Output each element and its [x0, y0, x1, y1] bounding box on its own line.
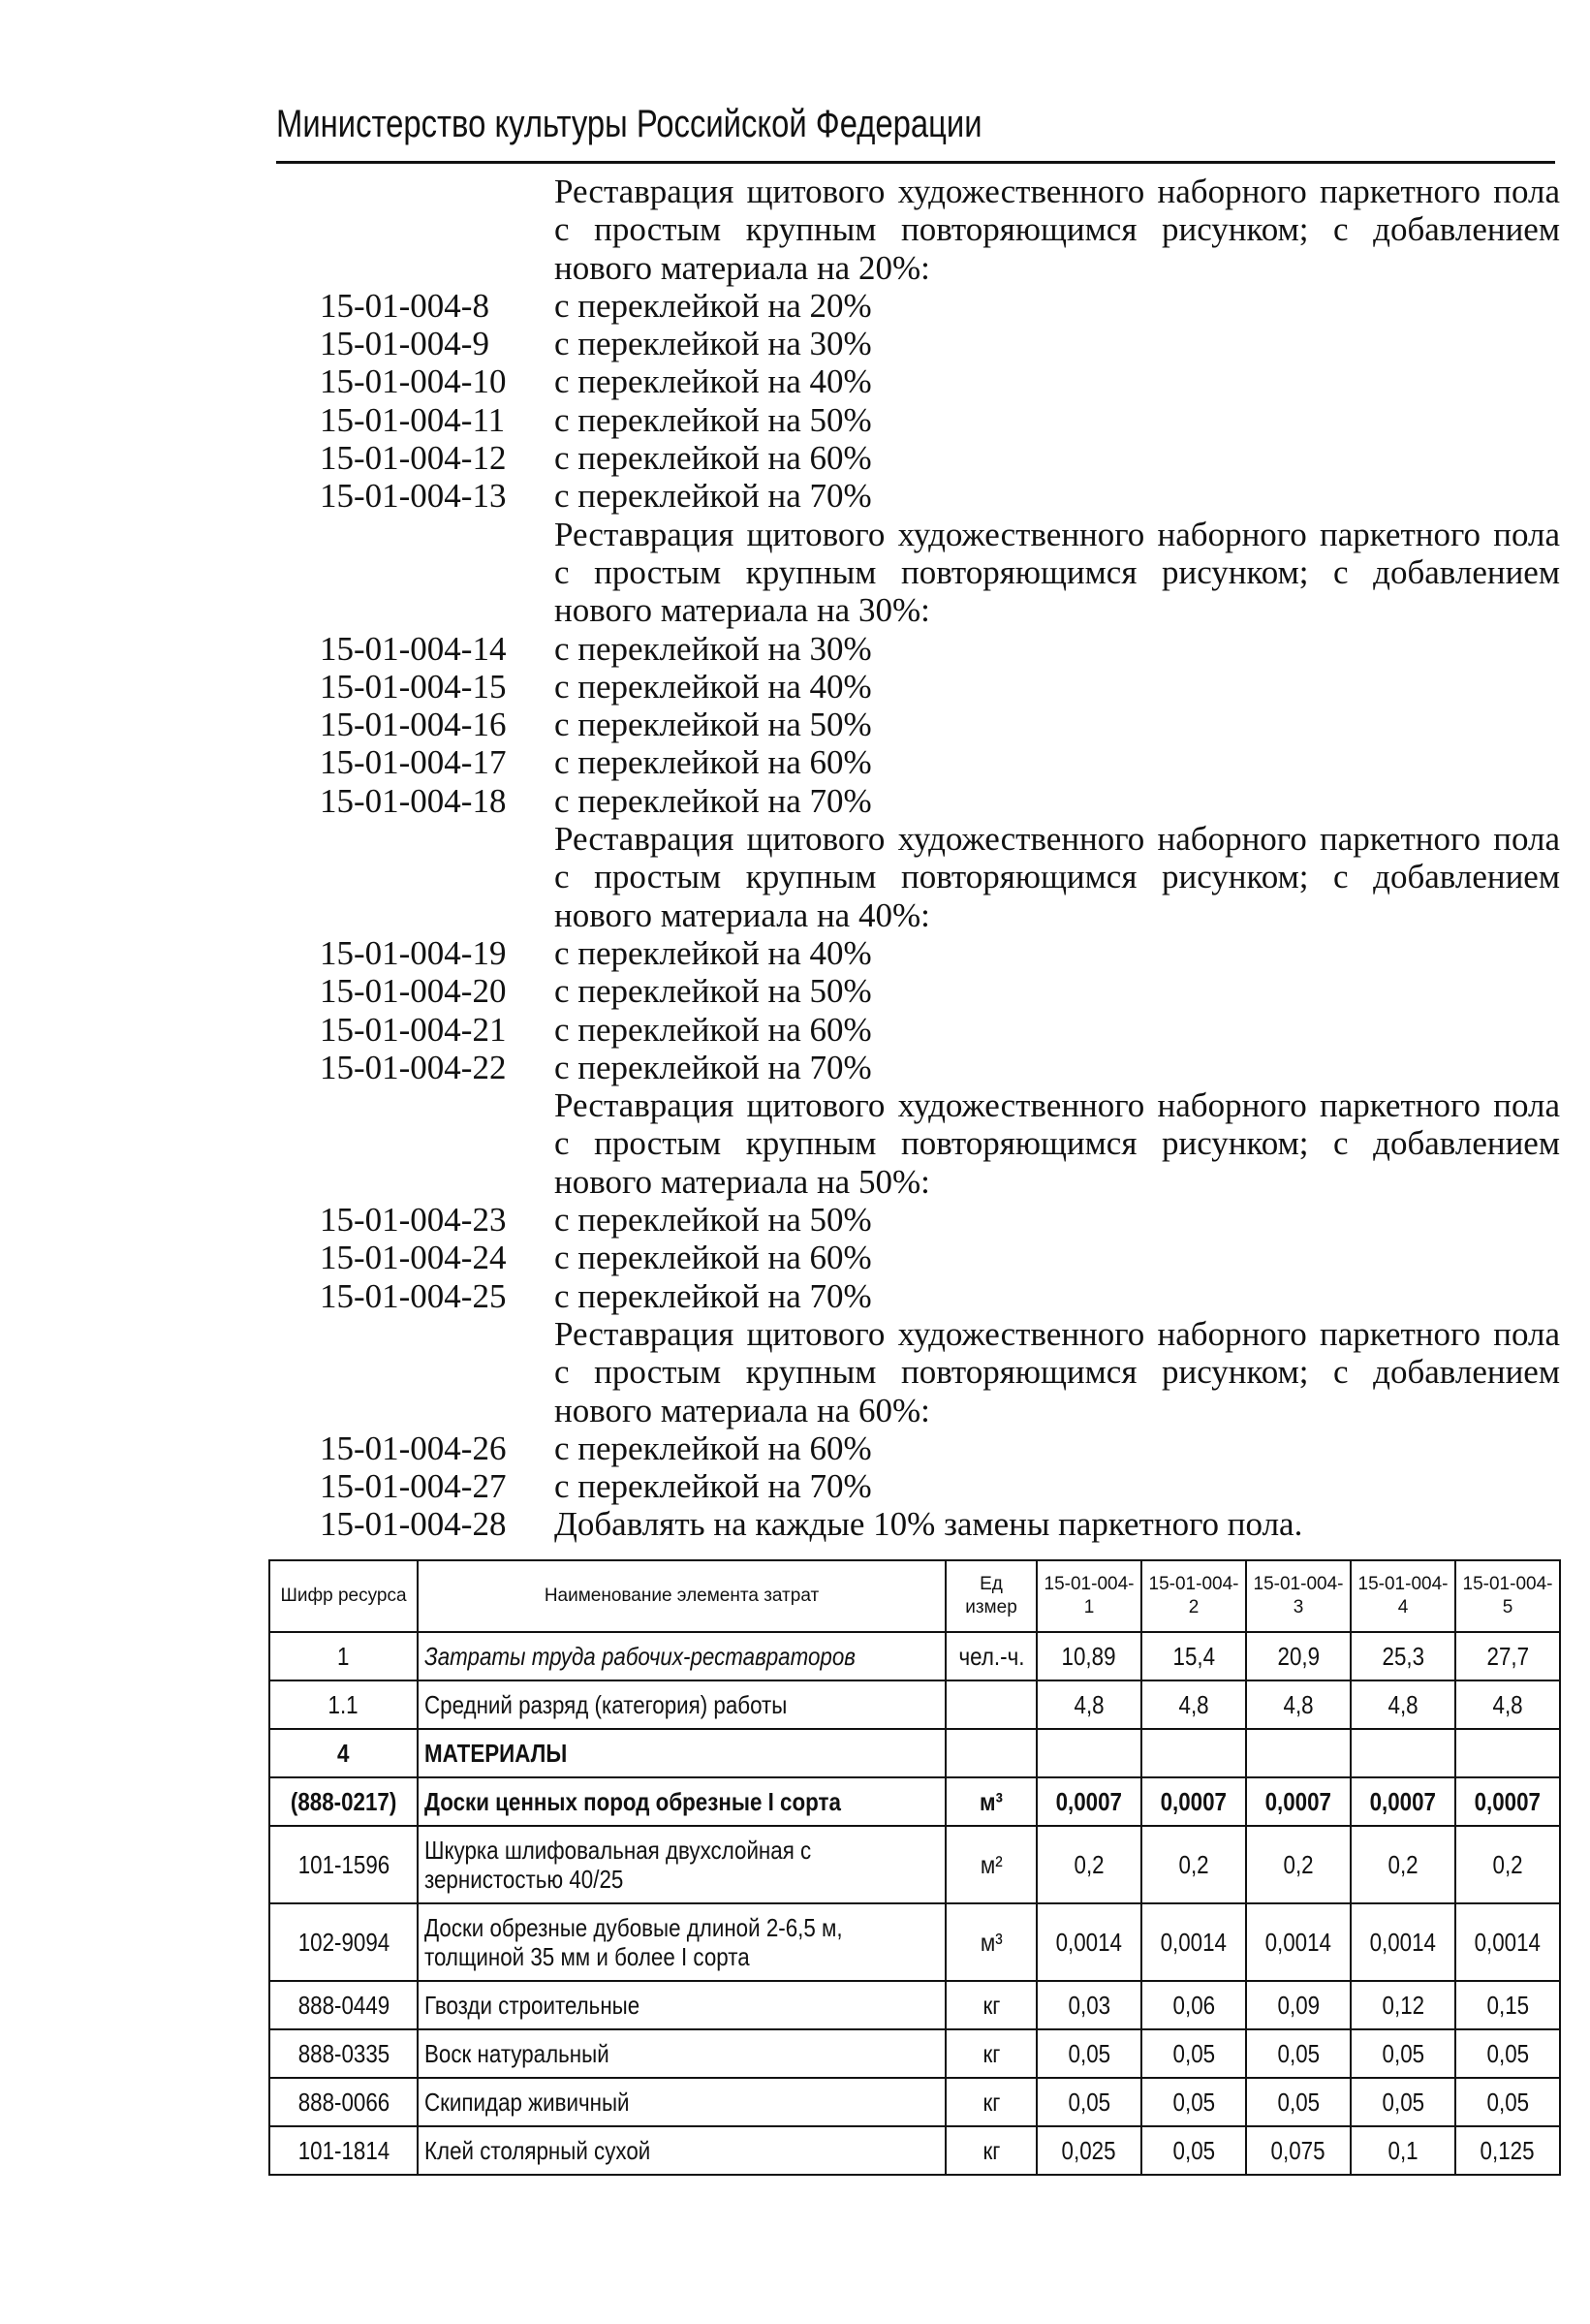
value-cell	[1141, 1680, 1246, 1729]
resource-name-text: Затраты труда рабочих-реставраторов	[424, 1642, 856, 1671]
column-header: 15-01-004-2	[1141, 1560, 1246, 1632]
resource-code	[269, 1632, 418, 1680]
value-cell	[1351, 1826, 1455, 1903]
resource-name	[418, 1729, 946, 1777]
value-cell-text: 15,4	[1172, 1642, 1215, 1671]
value-cell-text: 0,05	[1277, 2039, 1320, 2068]
value-cell	[1037, 1903, 1141, 1981]
value-cell-text: 4,8	[1283, 1690, 1314, 1719]
header-rule	[276, 161, 1555, 164]
unit-cell-text: кг	[982, 2039, 1000, 2068]
list-item	[320, 743, 1560, 781]
value-cell-text: 0,2	[1387, 1850, 1419, 1879]
value-cell	[1246, 2029, 1351, 2078]
column-header: Шифр ресурса	[269, 1560, 418, 1632]
value-cell-text: 4,8	[1492, 1690, 1523, 1719]
value-cell	[1351, 2029, 1455, 2078]
unit-cell-text: кг	[982, 2088, 1000, 2117]
item-code: 15-01-004-19	[320, 933, 507, 972]
table-row	[269, 2126, 1560, 2175]
resource-code-text: 102-9094	[297, 1928, 390, 1957]
table-header-row	[269, 1560, 1560, 1632]
unit-cell	[946, 1680, 1037, 1729]
item-description: с переклейкой на 70%	[554, 1048, 872, 1086]
value-cell-text: 4,8	[1387, 1690, 1419, 1719]
item-code: 15-01-004-25	[320, 1276, 507, 1315]
list-item	[320, 1277, 1560, 1315]
resource-name	[418, 2126, 946, 2175]
resource-name-text: Средний разряд (категория) работы	[424, 1690, 788, 1719]
entry-list	[320, 173, 1560, 1544]
unit-cell	[946, 1826, 1037, 1903]
value-cell-text: 0,0014	[1160, 1928, 1228, 1957]
value-cell	[1037, 1729, 1141, 1777]
value-cell-text: 0,09	[1277, 1991, 1320, 2020]
list-item	[320, 1429, 1560, 1467]
item-description: с переклейкой на 70%	[554, 1276, 872, 1315]
resource-code	[269, 2078, 418, 2126]
value-cell-text: 0,05	[1068, 2088, 1110, 2117]
value-cell-text: 0,0014	[1474, 1928, 1542, 1957]
list-item	[320, 934, 1560, 972]
value-cell	[1037, 2078, 1141, 2126]
value-cell	[1455, 2078, 1560, 2126]
unit-cell	[946, 2078, 1037, 2126]
resource-code-text: 4	[337, 1739, 350, 1768]
list-item	[320, 1467, 1560, 1505]
value-cell-text: 0,05	[1068, 2039, 1110, 2068]
item-description: с переклейкой на 40%	[554, 933, 872, 972]
resource-code-text: 888-0066	[297, 2088, 390, 2117]
resource-name	[418, 1632, 946, 1680]
item-description: с переклейкой на 70%	[554, 781, 872, 820]
unit-cell	[946, 1729, 1037, 1777]
value-cell	[1141, 1826, 1246, 1903]
value-cell	[1141, 1632, 1246, 1680]
section-intro: Реставрация щитового художественного наборного паркетного пола с простым крупным повторяющимся рисунком; с добавлением нового материала на 40%:	[554, 820, 1560, 934]
section-intro: Реставрация щитового художественного наборного паркетного пола с простым крупным повторяющимся рисунком; с добавлением нового материала на 50%:	[554, 1086, 1560, 1201]
list-item	[320, 401, 1560, 439]
item-code: 15-01-004-22	[320, 1048, 507, 1086]
value-cell-text: 0,05	[1486, 2039, 1529, 2068]
value-cell-text: 0,05	[1172, 2136, 1215, 2165]
unit-cell	[946, 1777, 1037, 1826]
value-cell-text: 0,2	[1074, 1850, 1105, 1879]
value-cell-text: 0,2	[1178, 1850, 1209, 1879]
resource-name-text: Воск натуральный	[424, 2039, 609, 2068]
value-cell-text: 0,125	[1481, 2136, 1535, 2165]
section-intro: Реставрация щитового художественного наборного паркетного пола с простым крупным повторяющимся рисунком; с добавлением нового материала на 20%:	[554, 173, 1560, 287]
resource-name-text: Шкурка шлифовальная двухслойная с зернистостью 40/25	[424, 1836, 812, 1894]
value-cell	[1351, 1981, 1455, 2029]
resource-code	[269, 2029, 418, 2078]
resource-code	[269, 1680, 418, 1729]
value-cell-text: 10,89	[1062, 1642, 1116, 1671]
item-description: с переклейкой на 50%	[554, 706, 872, 744]
table-row	[269, 1903, 1560, 1981]
resource-table	[268, 1559, 1561, 2176]
column-header: 15-01-004-4	[1351, 1560, 1455, 1632]
list-item	[320, 362, 1560, 400]
table-row	[269, 1826, 1560, 1903]
item-code: 15-01-004-23	[320, 1201, 507, 1240]
item-description: с переклейкой на 50%	[554, 1201, 872, 1240]
table-row	[269, 1632, 1560, 1680]
value-cell	[1455, 1981, 1560, 2029]
resource-name-text: МАТЕРИАЛЫ	[424, 1739, 568, 1768]
value-cell-text: 0,05	[1172, 2088, 1215, 2117]
resource-code-text: 1.1	[327, 1690, 359, 1719]
item-description: с переклейкой на 60%	[554, 1010, 872, 1049]
resource-name-text: Скипидар живичный	[424, 2088, 630, 2117]
value-cell-text: 0,2	[1283, 1850, 1314, 1879]
resource-code-text: 101-1814	[297, 2136, 390, 2165]
unit-cell	[946, 1981, 1037, 2029]
column-header: Наименование элемента затрат	[418, 1560, 946, 1632]
item-code: 15-01-004-10	[320, 362, 507, 401]
list-item	[320, 782, 1560, 820]
table-row	[269, 1729, 1560, 1777]
value-cell	[1351, 1632, 1455, 1680]
value-cell-text: 0,05	[1486, 2088, 1529, 2117]
resource-code	[269, 1981, 418, 2029]
resource-name	[418, 1680, 946, 1729]
resource-code-text: 1	[337, 1642, 350, 1671]
table-row	[269, 2078, 1560, 2126]
resource-code-text: 888-0449	[297, 1991, 390, 2020]
value-cell	[1455, 2029, 1560, 2078]
item-description: Добавлять на каждые 10% замены паркетного пола.	[554, 1505, 1303, 1544]
item-code: 15-01-004-12	[320, 439, 507, 478]
value-cell-text: 0,05	[1172, 2039, 1215, 2068]
resource-name	[418, 1981, 946, 2029]
unit-cell	[946, 2126, 1037, 2175]
value-cell	[1037, 2126, 1141, 2175]
item-description: с переклейкой на 60%	[554, 1239, 872, 1277]
value-cell-text: 0,0014	[1264, 1928, 1332, 1957]
value-cell	[1246, 1981, 1351, 2029]
value-cell-text: 0,1	[1387, 2136, 1419, 2165]
value-cell-text: 20,9	[1277, 1642, 1320, 1671]
page-header: Министерство культуры Российской Федерации	[276, 103, 982, 145]
value-cell-text: 0,15	[1486, 1991, 1529, 2020]
unit-cell-text: м³	[980, 1928, 1003, 1957]
list-item	[320, 325, 1560, 362]
unit-cell-text: кг	[982, 1991, 1000, 2020]
item-description: с переклейкой на 20%	[554, 286, 872, 325]
resource-code-text: 888-0335	[297, 2039, 390, 2068]
list-item	[320, 439, 1560, 477]
value-cell	[1141, 2029, 1246, 2078]
value-cell	[1141, 1729, 1246, 1777]
column-header: 15-01-004-5	[1455, 1560, 1560, 1632]
value-cell-text: 0,03	[1068, 1991, 1110, 2020]
resource-code	[269, 1729, 418, 1777]
resource-code	[269, 1903, 418, 1981]
value-cell	[1351, 1903, 1455, 1981]
value-cell-text: 27,7	[1486, 1642, 1529, 1671]
value-cell-text: 4,8	[1074, 1690, 1105, 1719]
value-cell	[1037, 1826, 1141, 1903]
column-header: 15-01-004-1	[1037, 1560, 1141, 1632]
value-cell-text: 0,0014	[1369, 1928, 1437, 1957]
value-cell	[1351, 1680, 1455, 1729]
value-cell	[1351, 2126, 1455, 2175]
value-cell	[1246, 1680, 1351, 1729]
item-code: 15-01-004-27	[320, 1467, 507, 1506]
value-cell-text: 0,0014	[1055, 1928, 1123, 1957]
value-cell-text: 0,05	[1382, 2039, 1424, 2068]
list-item	[320, 1049, 1560, 1086]
item-description: с переклейкой на 30%	[554, 325, 872, 363]
item-code: 15-01-004-24	[320, 1239, 507, 1277]
item-code: 15-01-004-16	[320, 706, 507, 744]
list-item	[320, 287, 1560, 325]
resource-name	[418, 1777, 946, 1826]
value-cell	[1351, 2078, 1455, 2126]
section-intro: Реставрация щитового художественного наборного паркетного пола с простым крупным повторяющимся рисунком; с добавлением нового материала на 30%:	[554, 515, 1560, 630]
table-row	[269, 1680, 1560, 1729]
resource-code	[269, 1777, 418, 1826]
resource-code-text: (888-0217)	[290, 1787, 397, 1816]
value-cell	[1246, 1632, 1351, 1680]
value-cell-text: 0,2	[1492, 1850, 1523, 1879]
item-description: с переклейкой на 30%	[554, 629, 872, 668]
value-cell	[1037, 1981, 1141, 2029]
resource-name	[418, 2078, 946, 2126]
value-cell	[1351, 1729, 1455, 1777]
value-cell	[1246, 1826, 1351, 1903]
resource-code	[269, 2126, 418, 2175]
value-cell	[1141, 1903, 1246, 1981]
value-cell	[1246, 2126, 1351, 2175]
list-item	[320, 1505, 1560, 1543]
value-cell-text: 0,0007	[1264, 1787, 1332, 1816]
item-description: с переклейкой на 50%	[554, 972, 872, 1011]
value-cell	[1455, 1777, 1560, 1826]
resource-name-text: Гвозди строительные	[424, 1991, 640, 2020]
value-cell-text: 25,3	[1382, 1642, 1424, 1671]
value-cell-text: 0,12	[1382, 1991, 1424, 2020]
resource-name	[418, 2029, 946, 2078]
value-cell	[1246, 2078, 1351, 2126]
value-cell	[1037, 1632, 1141, 1680]
item-code: 15-01-004-17	[320, 743, 507, 782]
value-cell	[1455, 1680, 1560, 1729]
section-intro: Реставрация щитового художественного наборного паркетного пола с простым крупным повторяющимся рисунком; с добавлением нового материала на 60%:	[554, 1314, 1560, 1429]
resource-name-text: Доски обрезные дубовые длиной 2-6,5 м, толщиной 35 мм и более I сорта	[424, 1913, 843, 1971]
value-cell	[1141, 2078, 1246, 2126]
item-code: 15-01-004-9	[320, 325, 489, 363]
table-row	[269, 1981, 1560, 2029]
unit-cell	[946, 2029, 1037, 2078]
resource-name-text: Доски ценных пород обрезные I сорта	[424, 1787, 841, 1816]
value-cell-text: 0,05	[1382, 2088, 1424, 2117]
value-cell-text: 0,075	[1271, 2136, 1325, 2165]
value-cell	[1141, 2126, 1246, 2175]
item-description: с переклейкой на 50%	[554, 400, 872, 439]
item-description: с переклейкой на 40%	[554, 667, 872, 706]
value-cell-text: 0,0007	[1160, 1787, 1228, 1816]
table-row	[269, 2029, 1560, 2078]
value-cell-text: 0,05	[1277, 2088, 1320, 2117]
value-cell-text: 0,0007	[1474, 1787, 1542, 1816]
unit-cell-text: м³	[980, 1787, 1003, 1816]
unit-cell	[946, 1903, 1037, 1981]
value-cell-text: 0,0007	[1055, 1787, 1123, 1816]
list-item	[320, 1239, 1560, 1276]
resource-name	[418, 1826, 946, 1903]
column-header: 15-01-004-3	[1246, 1560, 1351, 1632]
list-item	[320, 668, 1560, 706]
item-code: 15-01-004-15	[320, 667, 507, 706]
list-item	[320, 1011, 1560, 1049]
value-cell	[1246, 1729, 1351, 1777]
list-item	[320, 972, 1560, 1010]
list-item	[320, 1201, 1560, 1239]
list-item	[320, 630, 1560, 668]
table-row	[269, 1777, 1560, 1826]
item-description: с переклейкой на 70%	[554, 477, 872, 516]
item-code: 15-01-004-18	[320, 781, 507, 820]
value-cell	[1141, 1981, 1246, 2029]
unit-cell-text: чел.-ч.	[958, 1642, 1024, 1671]
resource-code	[269, 1826, 418, 1903]
value-cell	[1037, 1680, 1141, 1729]
item-code: 15-01-004-8	[320, 286, 489, 325]
item-code: 15-01-004-20	[320, 972, 507, 1011]
value-cell-text: 0,06	[1172, 1991, 1215, 2020]
value-cell	[1455, 1632, 1560, 1680]
value-cell	[1455, 1729, 1560, 1777]
value-cell	[1455, 1903, 1560, 1981]
value-cell-text: 0,025	[1062, 2136, 1116, 2165]
unit-cell-text: м²	[980, 1850, 1003, 1879]
column-header: Ед измер	[946, 1560, 1037, 1632]
value-cell	[1246, 1903, 1351, 1981]
item-code: 15-01-004-26	[320, 1429, 507, 1467]
unit-cell	[946, 1632, 1037, 1680]
value-cell	[1246, 1777, 1351, 1826]
item-description: с переклейкой на 60%	[554, 743, 872, 782]
list-item	[320, 477, 1560, 515]
item-code: 15-01-004-28	[320, 1505, 507, 1544]
value-cell	[1141, 1777, 1246, 1826]
item-code: 15-01-004-13	[320, 477, 507, 516]
value-cell	[1351, 1777, 1455, 1826]
item-description: с переклейкой на 40%	[554, 362, 872, 401]
item-description: с переклейкой на 70%	[554, 1467, 872, 1506]
value-cell	[1455, 2126, 1560, 2175]
value-cell	[1037, 1777, 1141, 1826]
item-description: с переклейкой на 60%	[554, 439, 872, 478]
item-code: 15-01-004-21	[320, 1010, 507, 1049]
value-cell-text: 4,8	[1178, 1690, 1209, 1719]
resource-name	[418, 1903, 946, 1981]
resource-name-text: Клей столярный сухой	[424, 2136, 651, 2165]
item-code: 15-01-004-14	[320, 629, 507, 668]
value-cell	[1455, 1826, 1560, 1903]
resource-code-text: 101-1596	[297, 1850, 390, 1879]
item-code: 15-01-004-11	[320, 400, 506, 439]
item-description: с переклейкой на 60%	[554, 1429, 872, 1467]
unit-cell-text: кг	[982, 2136, 1000, 2165]
value-cell	[1037, 2029, 1141, 2078]
list-item	[320, 706, 1560, 743]
value-cell-text: 0,0007	[1369, 1787, 1437, 1816]
